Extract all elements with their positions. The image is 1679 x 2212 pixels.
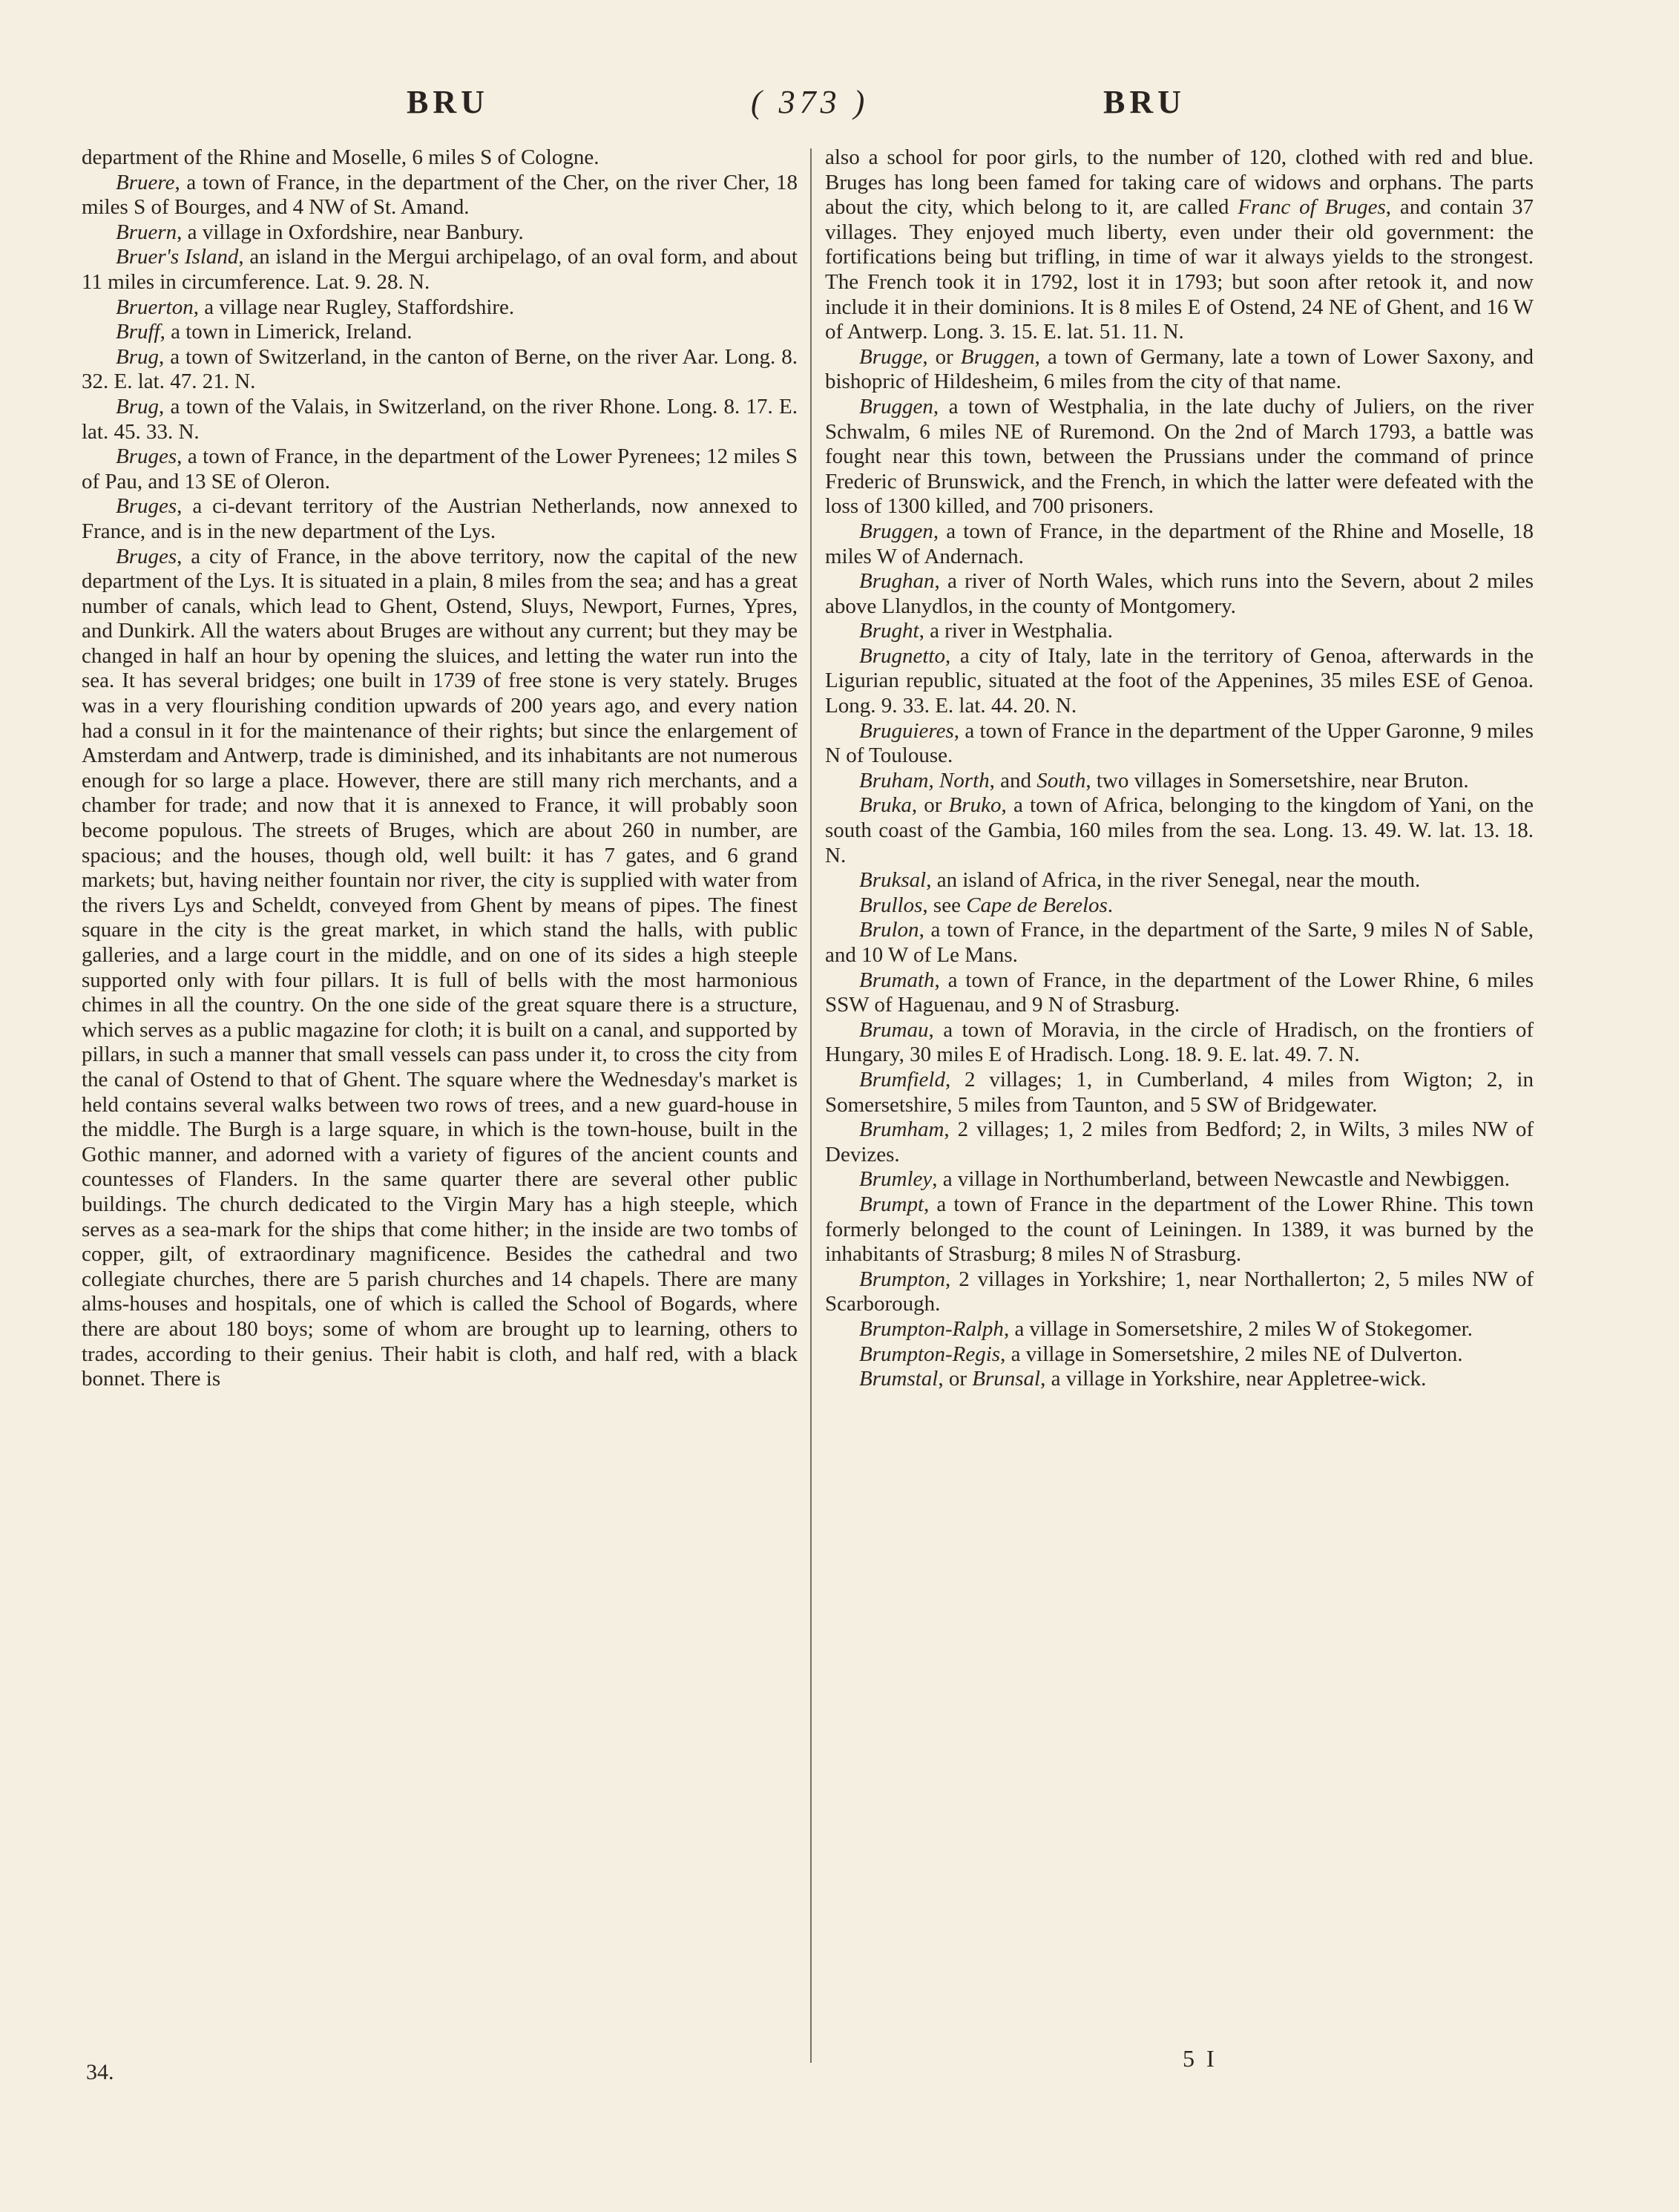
entry xyxy=(825,569,1534,619)
entry-text: , a town of Switzerland, in the canton of Berne, on the river Aar. Long. 8. 32. E. lat. 47. 21. N. xyxy=(82,344,798,394)
entry-text: , see Cape de Berelos. xyxy=(922,893,1114,917)
entry-text: , a city of France, in the above territory, now the capital of the new department of the Lys. It is situated in a plain, 8 miles from the sea; and has a great number of canals, which lead to Ghent, Ostend, Sluys, Newport, Furnes, Ypres, and Dunkirk. All the waters about Bruges are without any current; but they may be changed in half an hour by opening the sluices, and letting the water run into the sea. It has several bridges; one built in 1739 of free stone is very stately. Bruges was in a very flourishing condition upwards of 200 years ago, and every nation had a consul in it for the maintenance of their rights; but since the enlargement of Amsterdam and Antwerp, trade is diminished, and its inhabitants are not numerous enough for so large a place. However, there are still many rich merchants, and a chamber for trade; and now that it is annexed to France, it will probably soon become populous. The streets of Bruges, which are about 260 in number, are spacious; and the houses, though old, well built: it has 7 gates, and 6 grand markets; but, having neither fountain nor river, the city is supplied with water from the rivers Lys and Scheldt, conveyed from Ghent by means of pipes. The finest square in the city is the great market, in which stand the halls, with public galleries, and a large court in the middle, and on one of its sides a high steeple supported only with four pillars. It is full of bells with the most harmonious chimes in all the country. On the one side of the great square there is a structure, which serves as a public magazine for cloth; it is built on a canal, and supported by pillars, in such a manner that small vessels can pass under it, to cross the city from the canal of Ostend to that of Ghent. The square where the Wednesday's market is held contains several walks between two rows of trees, and a new guard-house in the middle. The Burgh is a large square, in which is the town-house, built in the Gothic manner, and adorned with a variety of figures of the ancient counts and countesses of Flanders. In the same quarter there are several other public buildings. The church dedicated to the Virgin Mary has a high steeple, which serves as a sea-mark for the ships that come hither; in the inside are two tombs of copper, gilt, of extraordinary magnificence. Besides the cathedral and two collegiate churches, there are 5 parish churches and 14 chapels. There are many alms-houses and hospitals, one of which is called the School of Bogards, where there are about 180 boys; some of whom are brought up to learning, others to trades, according to their genius. Their habit is cloth, and half red, with a black bonnet. There is xyxy=(82,544,798,1391)
entry-text: , a ci-devant territory of the Austrian Netherlands, now annexed to France, and is in the new department of the Lys. xyxy=(82,494,798,543)
entry-text: , a town of France, in the department of the Rhine and Moselle, 18 miles W of Andernach. xyxy=(825,519,1534,568)
right-column xyxy=(825,145,1534,1392)
entry-headword: Bruksal xyxy=(859,868,927,893)
entry xyxy=(825,868,1534,893)
entry-headword: Brumath xyxy=(859,968,935,992)
entry-text: , a village in Somersetshire, 2 miles W of Stokegomer. xyxy=(1003,1316,1473,1341)
entry xyxy=(82,320,798,345)
entry-headword: Brugge xyxy=(859,344,923,369)
entry-text: , 2 villages; 1, in Cumberland, 4 miles from Wigton; 2, in Somersetshire, 5 miles from Taunton, and 5 SW of Bridgewater. xyxy=(825,1067,1534,1117)
entry-text: , a town in Limerick, Ireland. xyxy=(160,320,413,344)
entry xyxy=(825,1018,1534,1068)
entry xyxy=(825,1192,1534,1267)
entry-headword: Brumpton-Regis xyxy=(859,1342,1001,1366)
entry xyxy=(825,1118,1534,1167)
entry-text: also a school for poor girls, to the number of 120, clothed with red and blue. Bruges has long been famed for taking care of widows and orphans. The parts about the city, which belong to it, are called Franc of Bruges, and contain 37 villages. They enjoyed much liberty, even under their old government: the fortifications being but trifling, in time of war it always yields to the strongest. The French took it in 1792, lost it in 1793; but soon after retook it, and now include it in their dominions. It is 8 miles E of Ostend, 24 NE of Ghent, and 16 W of Antwerp. Long. 3. 15. E. lat. 51. 11. N. xyxy=(825,145,1534,344)
column-divider xyxy=(810,148,812,2063)
entry-headword: Bruff xyxy=(116,320,160,344)
running-head-right: BRU xyxy=(1103,84,1186,120)
entry-text: department of the Rhine and Moselle, 6 miles S of Cologne. xyxy=(82,145,599,169)
entry-headword: Brughan xyxy=(859,569,935,594)
entry-headword: Bruham, North xyxy=(859,768,990,792)
entry-text: , a town of France, in the department of the Lower Pyrenees; 12 miles S of Pau, and 13 SE of Oleron. xyxy=(82,444,798,493)
entry-headword: Brumley xyxy=(859,1167,933,1192)
entry-text: , a town of France, in the department of the Cher, on the river Cher, 18 miles S of Bourges, and 4 NW of St. Amand. xyxy=(82,170,798,220)
entry-headword: Bruere xyxy=(116,170,175,194)
entry xyxy=(82,494,798,544)
entry-headword: Bruka xyxy=(859,793,912,818)
entry-headword: Brumpton xyxy=(859,1267,945,1291)
entry xyxy=(82,395,798,444)
entry-text: , a town of France in the department of the Lower Rhine. This town formerly belonged to the count of Leiningen. In 1389, it was burned by the inhabitants of Strasburg; 8 miles N of Strasburg. xyxy=(825,1192,1534,1267)
entry-text: , a city of Italy, late in the territory of Genoa, afterwards in the Ligurian republic, situated at the foot of the Appenines, 35 miles ESE of Genoa. Long. 9. 33. E. lat. 44. 20. N. xyxy=(825,643,1534,718)
entry xyxy=(825,345,1534,395)
entry xyxy=(825,145,1534,345)
entry-text: , a town of France, in the department of the Sarte, 9 miles N of Sable, and 10 W of Le Mans. xyxy=(825,918,1534,967)
entry-text: , or Brunsal, a village in Yorkshire, near Appletree-wick. xyxy=(938,1367,1427,1391)
entry-headword: Brug xyxy=(116,394,159,419)
entry-headword: Brugnetto xyxy=(859,643,945,668)
entry-headword: Brught xyxy=(859,619,919,643)
entry-text: , or Bruggen, a town of Germany, late a town of Lower Saxony, and bishopric of Hildesheim, 6 miles from the city of that name. xyxy=(825,344,1534,394)
entry-text: , a river in Westphalia. xyxy=(919,619,1113,643)
entry-text: , a river of North Wales, which runs into the Severn, about 2 miles above Llanydlos, in the county of Montgomery. xyxy=(825,569,1534,618)
entry-text: , a village in Northumberland, between Newcastle and Newbiggen. xyxy=(932,1167,1510,1192)
entry-text: , an island in the Mergui archipelago, of an oval form, and about 11 miles in circumference. Lat. 9. 28. N. xyxy=(82,245,798,294)
page-header xyxy=(0,83,1679,128)
page-number: ( 373 ) xyxy=(751,84,870,120)
entry-headword: Brulon xyxy=(859,918,919,942)
entry-text: , and South, two villages in Somersetshire, near Bruton. xyxy=(989,768,1469,792)
entry-text: , a town of the Valais, in Switzerland, on the river Rhone. Long. 8. 17. E. lat. 45. 33. N. xyxy=(82,394,798,444)
entry-text: , 2 villages in Yorkshire; 1, near Northallerton; 2, 5 miles NW of Scarborough. xyxy=(825,1267,1534,1316)
entry-headword: Bruggen xyxy=(859,519,933,543)
catchword: 5 I xyxy=(1183,2045,1218,2072)
entry xyxy=(82,545,798,1392)
entry xyxy=(825,968,1534,1018)
entry-headword: Brumpton-Ralph xyxy=(859,1316,1004,1341)
entry xyxy=(825,1317,1534,1342)
entry-text: , a town of Westphalia, in the late duchy of Juliers, on the river Schwalm, 6 miles NE of Ruremond. On the 2nd of March 1793, a battle was fought near this town, between the Prussians under the command of prince Frederic of Brunswick, and the French, in which the latter were defeated with the loss of 1300 killed, and 700 prisoners. xyxy=(825,394,1534,519)
entry xyxy=(825,1267,1534,1317)
entry-headword: Bruguieres xyxy=(859,718,954,743)
entry xyxy=(82,245,798,295)
entry-headword: Brumham xyxy=(859,1118,944,1142)
entry xyxy=(825,1342,1534,1368)
entry xyxy=(825,395,1534,519)
entry xyxy=(825,619,1534,644)
entry xyxy=(82,145,798,171)
entry-text: , a village in Oxfordshire, near Banbury. xyxy=(177,220,524,244)
entry xyxy=(82,220,798,246)
entry-text: , a town of Moravia, in the circle of Hradisch, on the frontiers of Hungary, 30 miles E of Hradisch. Long. 18. 9. E. lat. 49. 7. N. xyxy=(825,1017,1534,1067)
entry-headword: Brumstal xyxy=(859,1367,939,1391)
entry xyxy=(825,769,1534,794)
entry-headword: Brug xyxy=(116,344,159,369)
entry-text: , 2 villages; 1, 2 miles from Bedford; 2, in Wilts, 3 miles NW of Devizes. xyxy=(825,1118,1534,1166)
entry-headword: Bruges xyxy=(116,444,177,469)
entry-text: , a village in Somersetshire, 2 miles NE of Dulverton. xyxy=(1000,1342,1463,1366)
entry-text: , a town of France in the department of the Upper Garonne, 9 miles N of Toulouse. xyxy=(825,718,1534,768)
entry-headword: Brumau xyxy=(859,1017,929,1042)
entry-headword: Bruggen xyxy=(859,394,933,419)
entry xyxy=(82,345,798,395)
entry xyxy=(825,519,1534,569)
entry xyxy=(825,893,1534,919)
entry-headword: Brullos xyxy=(859,893,923,917)
entry-text: , a town of France, in the department of the Lower Rhine, 6 miles SSW of Haguenau, and 9 N of Strasburg. xyxy=(825,968,1534,1017)
running-head-left: BRU xyxy=(407,84,489,120)
entry xyxy=(825,1367,1534,1392)
entry-text: , a village near Rugley, Staffordshire. xyxy=(193,295,515,319)
entry-text: , or Bruko, a town of Africa, belonging to the kingdom of Yani, on the south coast of the Gambia, 160 miles from the sea. Long. 13. 49. W. lat. 13. 18. N. xyxy=(825,793,1534,867)
entry xyxy=(825,1068,1534,1118)
entry xyxy=(82,295,798,321)
entry-headword: Bruges xyxy=(116,544,177,568)
entry-headword: Brumpt xyxy=(859,1192,924,1216)
entry xyxy=(82,171,798,220)
entry xyxy=(825,644,1534,719)
entry xyxy=(825,793,1534,868)
entry-headword: Bruer's Island xyxy=(116,245,239,269)
entry-headword: Bruerton xyxy=(116,295,194,319)
entry xyxy=(825,1167,1534,1192)
left-column xyxy=(82,145,798,1392)
signature-mark: 34. xyxy=(86,2060,114,2084)
entry xyxy=(82,444,798,494)
entry-headword: Bruern xyxy=(116,220,177,244)
entry-text: , an island of Africa, in the river Senegal, near the mouth. xyxy=(926,868,1421,893)
entry xyxy=(825,719,1534,769)
entry-headword: Brumfield xyxy=(859,1067,945,1092)
entry-headword: Bruges xyxy=(116,494,177,519)
entry xyxy=(825,918,1534,968)
